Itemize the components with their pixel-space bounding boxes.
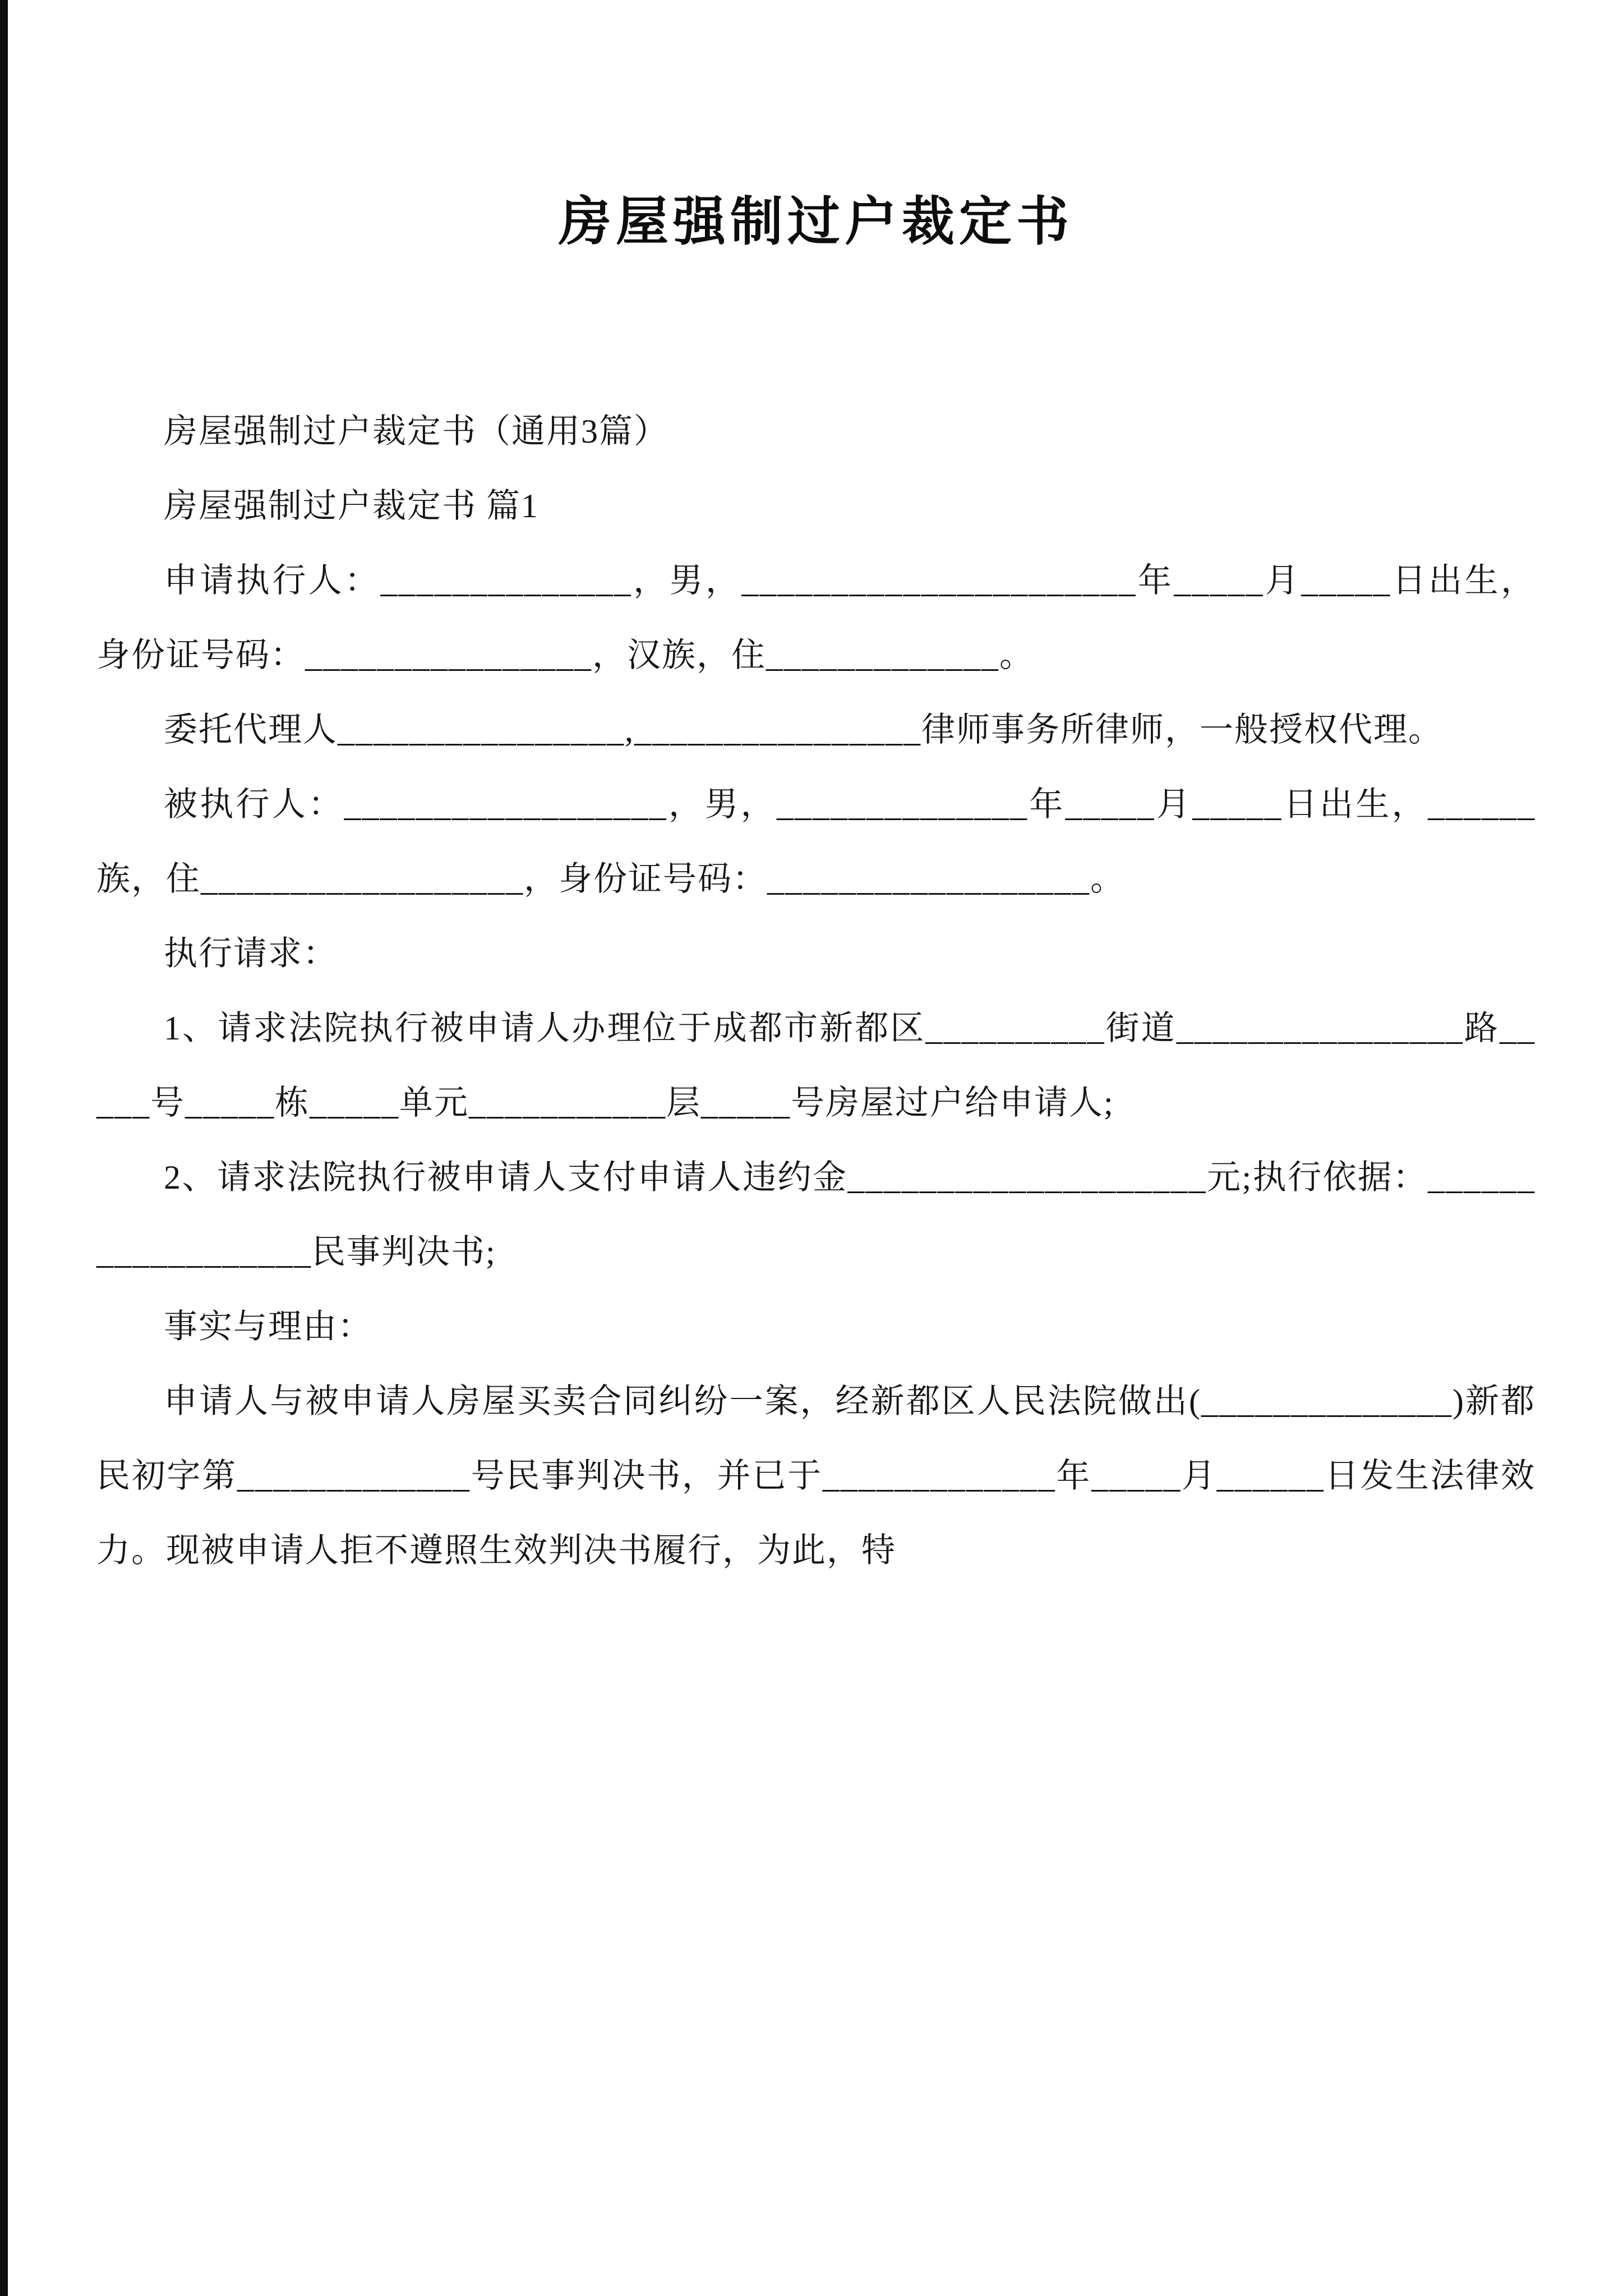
paragraph-section-label: 房屋强制过户裁定书 篇1: [164, 487, 539, 524]
document-content: [96, 191, 1536, 1588]
paragraph-request-heading: 执行请求：: [164, 935, 338, 972]
paragraph-request-item-1: 1、请求法院执行被申请人办理位于成都市新都区__________街道________________路_____号_____栋_____单元___________层_____号房屋过户给申请人;: [96, 1009, 1536, 1121]
paragraph-subtitle: 房屋强制过户裁定书（通用3篇）: [164, 412, 668, 450]
paragraph-respondent: 被执行人：__________________，男，______________年_____月_____日出生，______族，住__________________，身份证号码：__________________。: [96, 785, 1536, 898]
paragraph-facts-body: 申请人与被申请人房屋买卖合同纠纷一案，经新都区人民法院做出(______________)新都民初字第_____________号民事判决书，并已于_____________年_____月______日发生法律效力。现被申请人拒不遵照生效判决书履行，为此，特: [96, 1382, 1536, 1569]
page-left-edge: [0, 0, 8, 2296]
paragraph-applicant: 申请执行人：______________，男，______________________年_____月_____日出生，身份证号码：________________，汉族，住_____________。: [96, 562, 1536, 674]
document-title: 房屋强制过户裁定书: [558, 193, 1073, 251]
paragraph-request-item-2: 2、请求法院执行被申请人支付申请人违约金____________________元;执行依据：__________________民事判决书;: [96, 1158, 1536, 1271]
paragraph-facts-heading: 事实与理由：: [164, 1308, 372, 1345]
paragraph-agent: 委托代理人________________,________________律师事务所律师，一般授权代理。: [164, 711, 1443, 748]
